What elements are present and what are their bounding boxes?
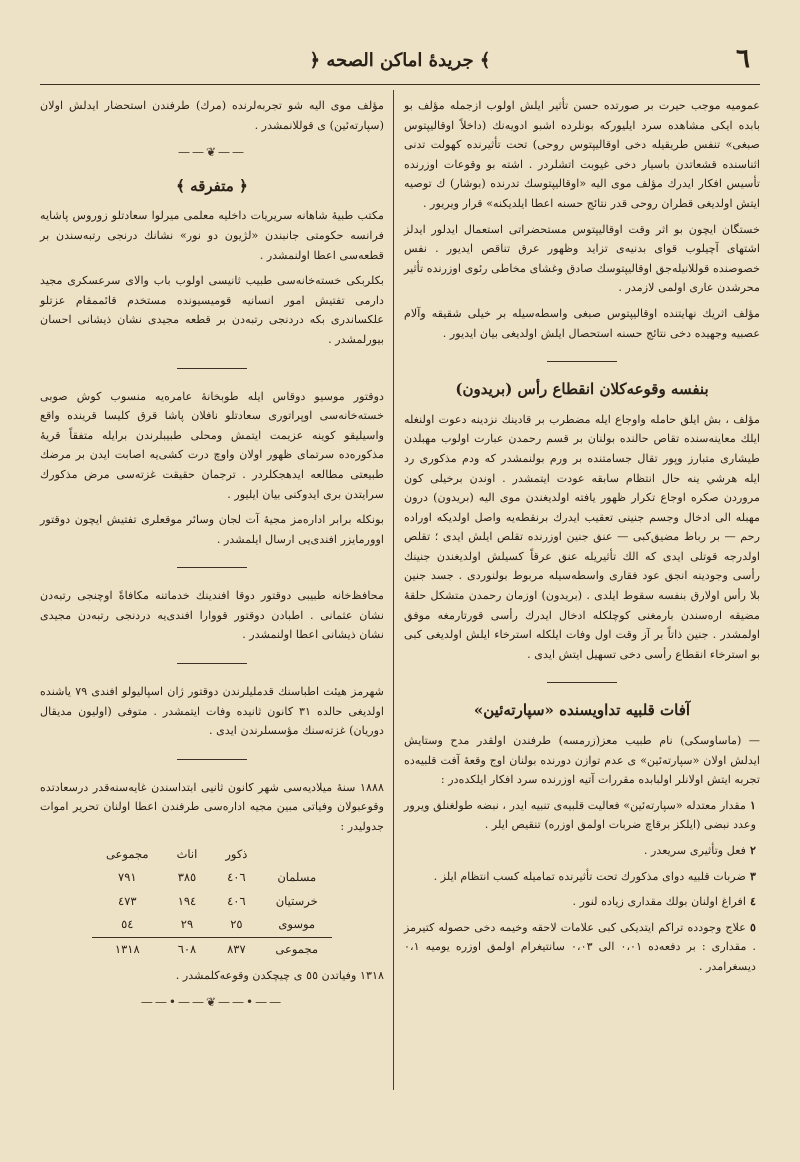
left-column <box>40 96 384 1021</box>
list-item <box>404 841 760 861</box>
list-number: ٤ <box>749 894 756 909</box>
mortality-table <box>92 843 332 962</box>
list-text: مقدار معتدله «سپارته‌ئين» فعاليت قلبيه‌ى تنبيه ايدر ، نبضه طولغنلق ويرور وعدد نبضى (ايلكز برقاچ ضربات اولمق اوزره) تنقيص ايلر . <box>404 798 756 832</box>
ornament-divider: ——❦—— <box>177 145 247 160</box>
misc-paragraph: بكلربكى خسته‌خانه‌سى طبيب ثانيسى اولوب باب والاى سرعسكرى مجيد دارمى تفتيش امور انسانيه قوميسيونده مستخدم قائممقام عزتلو علكساندرى بكه دردنجى رتبه‌دن بر قطعه مجيدى نشان ذيشانى احسان بيورلمشدر . <box>40 274 384 346</box>
table-cell: ١٣١٨ <box>92 938 163 962</box>
table-header: اناث <box>176 846 198 861</box>
table-cell: ٣٨٥ <box>177 870 197 885</box>
section-title-sparteine: آفات قلبيه تداويسنده «سپارته‌ئين» <box>473 701 691 720</box>
section-rule <box>547 682 617 683</box>
page-header <box>40 44 760 85</box>
table-cell: ٤٠٦ <box>227 870 246 885</box>
table-cell: موسوى <box>278 917 316 932</box>
section-rule <box>177 368 247 369</box>
news-paragraph: بونكله برابر اداره‌مز مجيهٔ آت لجان وسائر موقعلرى تفتيش ايچون دوقتور اوورمايزر افندى‌يى ارسال ايلمشدر . <box>40 513 384 546</box>
section-paragraph: مؤلف ، بش ايلق حامله واوجاع ايله مضطرب بر قادينك نزدينه دعوت اولنغله ايلك معاينه‌سنده تقاص حالنده بولنان بر قسم رحمدن عبارت اولوب مهبلدن طيشارى متبارز وپور تقال جسامتنده بر ورم بولنمشدر كه ودم مذكورى رد ايله هرشي ينه حال انتظام سابقه عودت ايتمشدر . اوندن برخيلى كون مروردن صكره اوجاع تكرار ظهور يافته اولديغندن موى اليه (بريدون) درون مهبله الى ادخال وجسم جنينى تعقيب ايدرك برنقطه‌يه واصل اولديكه اوراده رحم — بر رباط مضيق‌كبى — عنق جنين اوزرنده تقلص ايلش ايدى ؛ تقلص اولدرجه قوتلى ايدى كه الك تأثيريله عنق عرقاً كسيلش اولديغندن جنينك رأسى وجودينه انجق عود فقارى واسطه‌سيله مربوط بولنوردى . جسد جنين بلا رأس اولارق بنفسه سقوط ايلدى . (بريدون) اوزمان رحمدن متشكل حلقهٔ مضيقه اره‌سندن بارمغنى كوچلكله ادخال ايدرك رأسى قورتارمغه موفق اولمشدر . جنين ذاتاً بر آز وقت اول وفات ايلكله استرخاء ايلش اولديغى كبى بو استرخاء انقطاع رأسى دخى تسهيل ايتش ايدى . <box>404 412 760 661</box>
table-header: مجموعى <box>105 846 149 861</box>
list-item <box>404 796 760 835</box>
journal-title: ﴿ جريدهٔ اماكن الصحه ﴾ <box>309 50 491 71</box>
list-text: افراغ اولنان بولك مقدارى زياده لنور . <box>572 895 746 909</box>
list-item <box>404 918 760 977</box>
table-cell: خرستيان <box>275 893 318 908</box>
table-cell: ٧٩١ <box>118 870 137 885</box>
table-cell: ١٩٤ <box>177 893 197 908</box>
misc-title: ﴿ متفرقه ﴾ <box>176 176 248 195</box>
list-item <box>404 867 760 887</box>
table-cell: ٢٥ <box>230 917 243 932</box>
table-cell: مجموعى <box>261 938 332 962</box>
table-row <box>92 913 332 937</box>
news-paragraph: محافظ‌خانه طبيبى دوقتور دوقا افندينك خدماتنه مكافاةً اوچنجى رتبه‌دن نشان عثمانى . اطبادن دوقتور قووارا افندى‌يه دردنجى رتبه‌دن مجيدى نشان ذيشانى اعطا اولنمشدر . <box>40 589 384 642</box>
news-paragraph: شهرمز هيئت اطباسنك قدمليلرندن دوقتور ژان اسپاليولو افندى ٧٩ ياشنده اولديغى حالده ٣١ كانون ثانيده وفات ايتمشدر . متوفى (اوليون مديقال دوريان) غزته‌سنك مؤسسلرندن ايدى . <box>40 685 384 738</box>
stats-intro: ١٨٨٨ سنهٔ ميلاديه‌سى شهر كانون ثانيى ابتداسندن غايه‌سنه‌قدر درسعادتده وقوعبولان وفياتى مبين مجيه اداره‌سى طرفندن اعطا اولنان تحرير اموات جدوليدر : <box>40 780 384 834</box>
column-divider <box>393 90 394 1090</box>
intro-paragraph: مؤلف اثريك نهايتنده اوقاليپتوس صبغى واسطه‌سيله بر خيلى شقيقه وآلام عصبيه وجهيده دخى نتائج حسنه استحصال ايلش اولديغى بيان ايديور . <box>404 306 760 340</box>
stats-note: ١٣١٨ وفياتدن ٥٥ ى چيچكدن وقوعه‌كلمشدر . <box>175 968 384 982</box>
list-text: فعل وتأثيرى سريعدر . <box>643 844 746 857</box>
section-rule <box>547 361 617 362</box>
ornament-divider: ——•——❦——•—— <box>140 995 284 1010</box>
section-rule <box>177 759 247 760</box>
table-total-row <box>92 938 332 962</box>
section-rule <box>177 663 247 664</box>
section-title-decapitation: بنفسه وقوعه‌كلان انقطاع رأس (بريدون) <box>455 380 709 399</box>
list-number: ٥ <box>749 919 756 934</box>
table-row <box>92 890 332 914</box>
list-item <box>404 892 760 912</box>
table-cell: ٤٧٣ <box>118 893 137 908</box>
intro-paragraph: عموميه موجب حيرت بر صورتده حسن تأثير ايلش اولوب ازجمله مؤلف بو بابده ايكى مشاهده سرد ايليوركه بونلرده اشبو ادويه‌نك (داخلاً اوقاليپتوس صبغى» تنفس طريقيله دخى اوقاليپتوس روحى) تحت تأثيرنده كهولت تدنى اثناسنده قشعاتدن باسيار دخى غيوبت اتشلردر . اشته بو وقوعات اوزرنده تأسيس افكار ايدرك مؤلف موى اليه «اوقاليپتوسك تدرنده (بوشار) ك توصيه ايتش اولديغى قطران روحى قدر نتائج حسنه اعطا ايلديكنه» قرار ويريور . <box>404 99 760 210</box>
section-rule <box>177 567 247 568</box>
table-cell: ٦٠٨ <box>163 938 212 962</box>
table-cell: ٨٣٧ <box>211 938 261 962</box>
table-row <box>92 866 332 890</box>
left-intro: مؤلف موى اليه شو تجربه‌لرنده (مرك) طرفندن استحضار ايدلش اولان (سپارته‌ئين) ى قوللانمشدر . <box>40 99 384 132</box>
table-header-row <box>92 843 332 867</box>
list-text: علاج وجودده تراكم ايتديكى كبى علامات لاحقه وخيمه دخى حصوله كتيرمز . مقدارى : بر دفعه‌ده ٠،٠١ الى ٠،٠٣ سانتيغرام اولمق اوزره يوميه ٠،١ ديسغرامدر . <box>404 920 756 973</box>
list-number: ٣ <box>749 868 756 883</box>
list-number: ١ <box>749 797 756 812</box>
section-intro: — (ماساوسكى) نام طبيب معز(زرمسه) طرفندن اولقدر مدح وستايش ايدلش اولان «سپارته‌ئين» ى عدم توازن دورنده بولنان اوج وقعهٔ آفت قلبيه‌ده تجربه ايتش اولانلر اولبابده مقررات آتيه اوزرنده سرد افكار ايلكده‌در : <box>404 734 760 787</box>
table-cell: ٥٤ <box>121 917 134 932</box>
table-cell: مسلمان <box>277 870 317 885</box>
table-cell: ٢٩ <box>180 917 194 932</box>
list-text: ضربات قلبيه دواى مذكورك تحت تأثيرنده تماميله كسب انتظام ايلز . <box>433 869 746 883</box>
table-header <box>261 843 332 867</box>
table-header: ذكور <box>225 846 248 861</box>
right-column <box>404 96 760 983</box>
list-number: ٢ <box>749 843 756 857</box>
page-number: ٦ <box>736 44 750 74</box>
table-cell: ٤٠٦ <box>227 893 246 908</box>
misc-paragraph: مكتب طبيهٔ شاهانه سريريات داخليه معلمى ميرلوا سعادتلو زوروس پاشايه فرانسه حكومتى جانبندن «لژيون دو نور» نشانك درنجى رتبه‌سندن بر قطعه‌سى اعطا اولنمشدر . <box>40 209 384 262</box>
news-paragraph: دوقتور موسيو دوقاس ايله طوبخانهٔ عامره‌يه منسوب كوش صوبى خسته‌خانه‌سى اوپراتورى سعادتلو نافلان پاشا قرق كليسا قرينده واقع واسيليقو كوينه عزيمت ايتمش ومحلى طبيبلرندن برايله متفقاً قريهٔ مذكوره‌ده سرتماى ظهور اولان واوچ درت كشى‌يه اصابت ايدن بر مرضك طبيعتى مطالعه ايدهجكلردر . ترجمان حقيقت غزته‌سى مرض مذكورك سرايتدن برى ايدوكنى بيان ايليور . <box>40 389 384 501</box>
intro-paragraph: خستگان ايچون بو اثر وقت اوقاليپتوس مستحضراتى استعمال ايدلور ايدلز اشتهاى آچيلوب قواى بدنيه‌ى تزايد وظهور عرق تناقص ايديور . نفس خصوصنده قوللانيله‌جق اوقاليپتوسك صادق وغشاى مخاطى رئوى اوزرنده تأثير محرشدن عارى اولمى لازمدر . <box>404 222 760 295</box>
